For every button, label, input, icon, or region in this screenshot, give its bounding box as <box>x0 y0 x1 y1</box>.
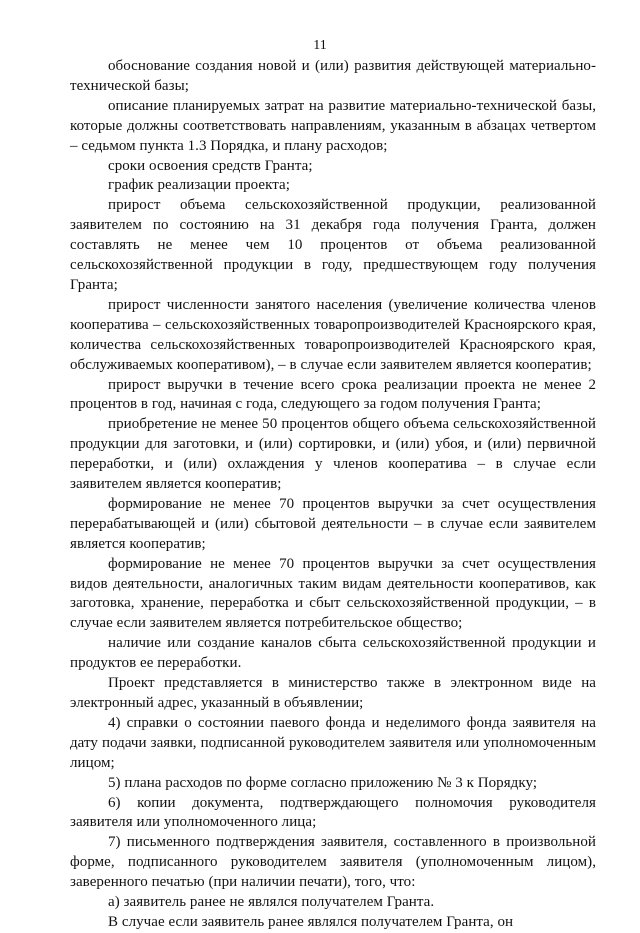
paragraph: формирование не менее 70 процентов выручки за счет осуществления перерабатывающей и (или) сбытовой деятельности – в случае если заявителем является кооператив; <box>70 495 596 552</box>
paragraph: 6) копии документа, подтверждающего полномочия руководителя заявителя или уполномоченного лица; <box>70 794 596 831</box>
paragraph: Проект представляется в министерство также в электронном виде на электронный адрес, указанный в объявлении; <box>70 675 596 711</box>
paragraph: прирост численности занятого населения (увеличение количества членов кооператива – сельскохозяйственных товаропроизводителей Красноярского края, количества сельскохозяйственных товаропроизводителей Красноярского края, обслуживаемых кооперативом), – в случае если заявителем является кооператив; <box>70 296 596 373</box>
paragraph: 7) письменного подтверждения заявителя, составленного в произвольной форме, подписанного руководителем заявителя (уполномоченным лицом), заверенного печатью (при наличии печати), того, что: <box>70 834 596 891</box>
document-body <box>70 57 596 933</box>
paragraph: формирование не менее 70 процентов выручки за счет осуществления видов деятельности, аналогичных таким видам деятельности кооперативов, как заготовка, хранение, переработка и сбыт сельскохозяйственной продукции, – в случае если заявителем является потребительское общество; <box>70 555 596 632</box>
page-number: 11 <box>313 38 327 53</box>
paragraph: наличие или создание каналов сбыта сельскохозяйственной продукции и продуктов ее переработки. <box>70 635 596 672</box>
paragraph: В случае если заявитель ранее являлся получателем Гранта, он <box>108 913 514 930</box>
paragraph: прирост выручки в течение всего срока реализации проекта не менее 2 процентов в год, начиная с года, следующего за годом получения Гранта; <box>70 376 596 413</box>
paragraph: сроки освоения средств Гранта; <box>108 157 313 174</box>
paragraph: описание планируемых затрат на развитие материально-технической базы, которые должны соответствовать направлениям, указанным в абзацах четвертом – седьмом пункта 1.3 Порядка, и плану расходов; <box>70 97 596 154</box>
paragraph: прирост объема сельскохозяйственной продукции, реализованной заявителем по состоянию на 31 декабря года получения Гранта, должен составлять не менее чем 10 процентов от объема реализованной сельскохозяйственной продукции в году, предшествующем году получения Гранта; <box>70 197 596 293</box>
paragraph: а) заявитель ранее не являлся получателем Гранта. <box>108 894 435 911</box>
paragraph: приобретение не менее 50 процентов общего объема сельскохозяйственной продукции для заготовки, и (или) сортировки, и (или) убоя, и (или) первичной переработки, и (или) охлаждения у членов кооператива – в случае если заявителем является кооператив; <box>70 416 596 493</box>
paragraph: 5) плана расходов по форме согласно приложению № 3 к Порядку; <box>108 774 538 791</box>
paragraph: 4) справки о состоянии паевого фонда и неделимого фонда заявителя на дату подачи заявки, подписанной руководителем заявителя или уполномоченным лицом; <box>70 714 596 771</box>
paragraph: обоснование создания новой и (или) развития действующей материально-технической базы; <box>70 58 596 94</box>
paragraph: график реализации проекта; <box>108 177 290 194</box>
